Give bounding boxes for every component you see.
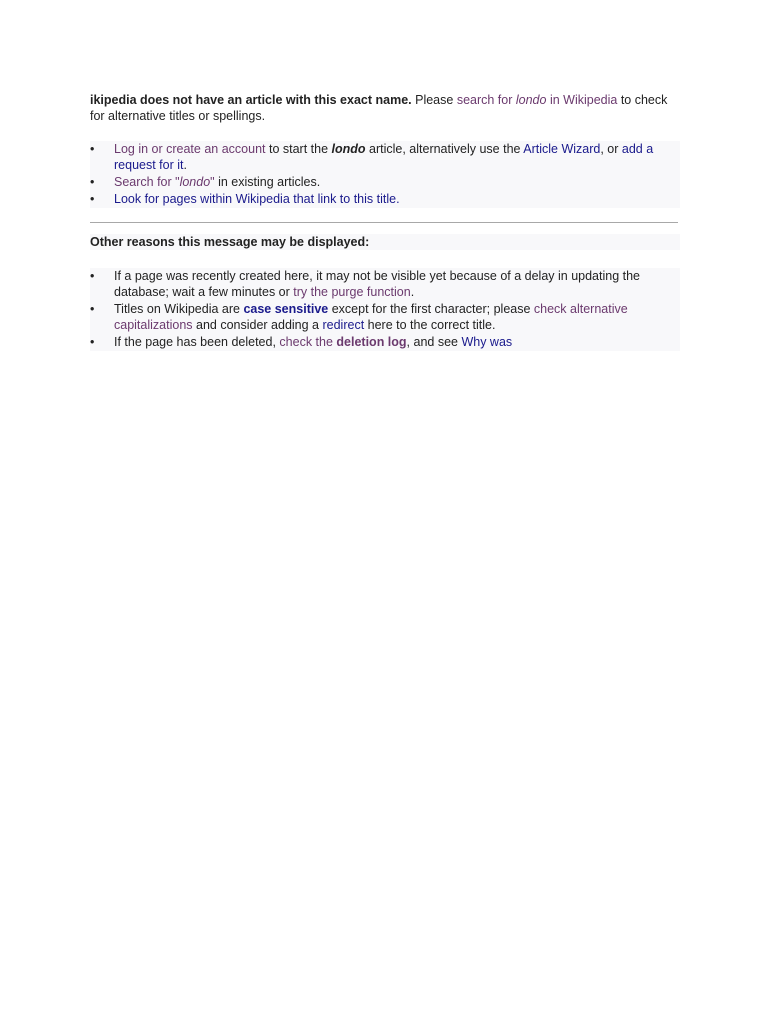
list-text: article, alternatively use the [365,142,524,156]
search-for-label: search for [456,93,516,107]
why-was-link[interactable]: Why was [461,335,513,349]
deletion-log-label: deletion log [336,335,407,349]
list-text: If a page was recently created here, it may not be visible yet because of a delay in updating the database; wait a few minutes or [114,269,641,299]
check-the-label: check the [279,335,337,349]
list-text: Titles on Wikipedia are [114,302,244,316]
list-text: here to the correct title. [364,318,496,332]
reasons-list [90,268,680,351]
bullet: • [90,269,95,283]
list-text: and consider adding a [192,318,323,332]
list-item [90,334,680,350]
intro-notice: ikipedia does not have an article with this exact name. [90,93,412,107]
search-term: londo [515,93,547,107]
bullet: • [90,335,95,349]
article-term: londo [331,142,366,156]
list-item [90,268,680,300]
list-text: in existing articles. [214,175,321,189]
what-links-here-link[interactable]: Look for pages within Wikipedia that link to this title [114,192,397,206]
intro-paragraph [90,92,680,124]
suggestions-list [90,141,680,208]
intro-please: Please [411,93,457,107]
list-item [90,141,680,173]
list-text: . [410,285,415,299]
check-capitalizations-link[interactable]: check alternative capitalizations [114,302,628,332]
list-item [90,191,680,207]
deletion-log-link[interactable] [279,335,406,349]
search-link-end: " [210,175,215,189]
list-item [90,301,680,333]
in-wikipedia-label: in Wikipedia [546,93,618,107]
intro-rest: to check for alternative titles or spellings. [90,93,668,123]
bullet: • [90,175,95,189]
list-text: to start the [265,142,332,156]
purge-function-link[interactable]: try the purge function [293,285,411,299]
other-reasons-heading: Other reasons this message may be displayed: [90,234,680,250]
list-text: , and see [406,335,462,349]
list-text: except for the first character; please [328,302,534,316]
list-text: . [396,192,400,206]
add-request-link[interactable]: add a request for it [114,142,654,172]
bullet: • [90,142,95,156]
bullet: • [90,302,95,316]
search-term: londo [179,175,211,189]
list-text: . [183,158,187,172]
search-wikipedia-link[interactable] [457,93,618,107]
login-create-account-link[interactable]: Log in or create an account [114,142,266,156]
bullet: • [90,192,95,206]
section-divider [90,222,678,223]
list-text: If the page has been deleted, [114,335,280,349]
redirect-link[interactable]: redirect [322,318,365,332]
article-wizard-link[interactable]: Article Wizard [523,142,601,156]
search-existing-link[interactable] [114,175,215,189]
case-sensitive-link[interactable]: case sensitive [243,302,329,316]
list-item [90,174,680,190]
search-link-start: Search for " [114,175,180,189]
list-text: , or [600,142,622,156]
